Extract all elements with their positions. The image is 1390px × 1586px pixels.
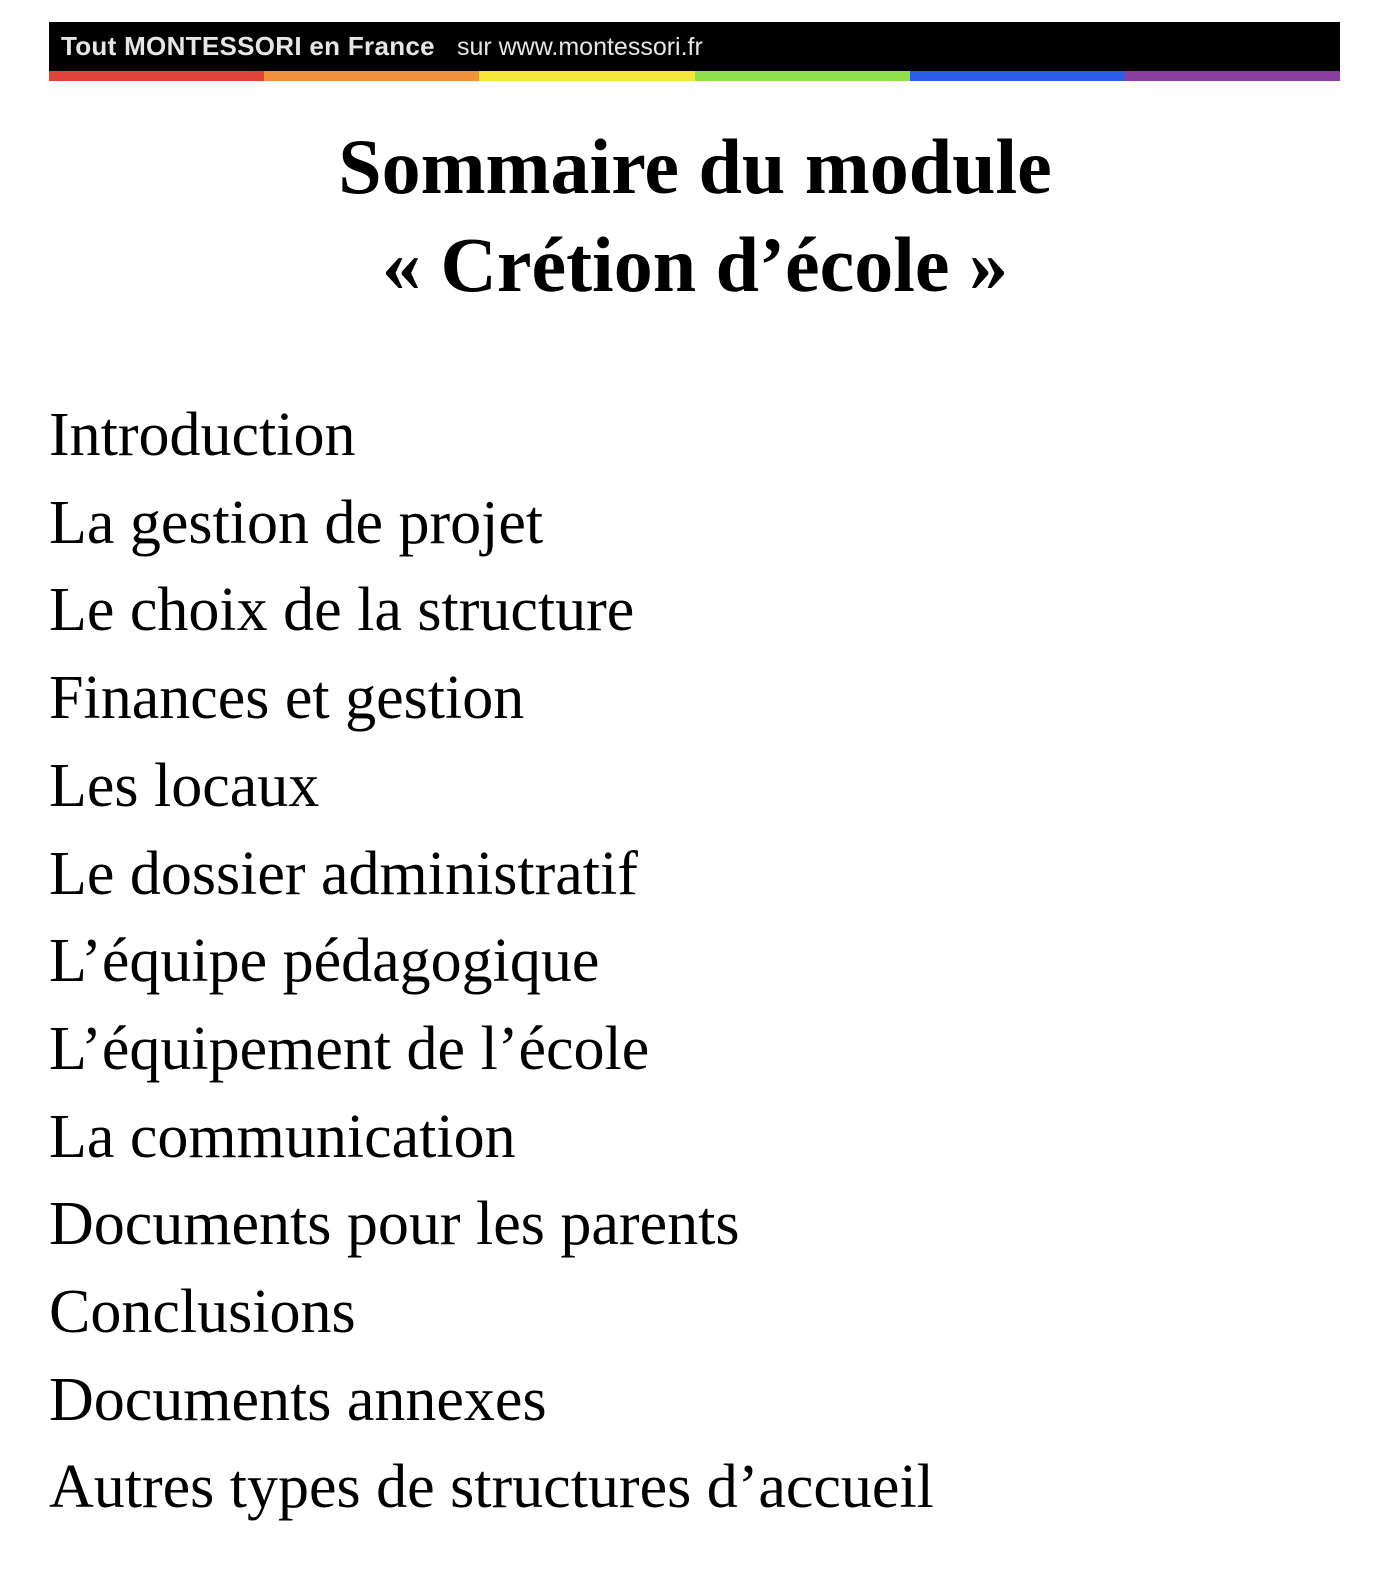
toc-item-autres-types-de-structures: Autres types de structures d’accueil bbox=[49, 1453, 934, 1522]
toc-item-choix-de-la-structure: Le choix de la structure bbox=[49, 576, 635, 645]
toc-item-la-communication: La communication bbox=[49, 1102, 516, 1171]
stripe-segment-blue bbox=[910, 71, 1125, 81]
banner-site-url: sur www.montessori.fr bbox=[456, 33, 703, 61]
toc-item-les-locaux: Les locaux bbox=[49, 751, 320, 820]
rainbow-stripe bbox=[49, 71, 1340, 81]
banner-text bbox=[61, 28, 703, 64]
stripe-segment-yellow bbox=[479, 71, 694, 81]
stripe-segment-red bbox=[49, 71, 264, 81]
banner-brand: Tout MONTESSORI en France bbox=[61, 31, 435, 61]
stripe-segment-green bbox=[695, 71, 910, 81]
toc-item-finances-et-gestion: Finances et gestion bbox=[49, 664, 525, 733]
stripe-segment-purple bbox=[1125, 71, 1340, 81]
table-of-contents bbox=[49, 392, 934, 1532]
toc-item-conclusions: Conclusions bbox=[49, 1278, 356, 1347]
title-line-1: Sommaire du module bbox=[338, 123, 1052, 210]
page-title bbox=[0, 118, 1390, 314]
toc-item-dossier-administratif: Le dossier administratif bbox=[49, 839, 638, 908]
toc-item-documents-annexes: Documents annexes bbox=[49, 1365, 547, 1434]
toc-item-equipe-pedagogique: L’équipe pédagogique bbox=[49, 927, 600, 996]
title-line-2: « Crétion d’école » bbox=[382, 221, 1008, 308]
header-banner bbox=[49, 22, 1340, 81]
toc-item-introduction: Introduction bbox=[49, 401, 356, 469]
toc-item-gestion-de-projet: La gestion de projet bbox=[49, 488, 544, 557]
toc-item-documents-pour-les-parents: Documents pour les parents bbox=[49, 1190, 740, 1259]
stripe-segment-orange bbox=[264, 71, 479, 81]
toc-item-equipement-de-l-ecole: L’équipement de l’école bbox=[49, 1014, 650, 1083]
